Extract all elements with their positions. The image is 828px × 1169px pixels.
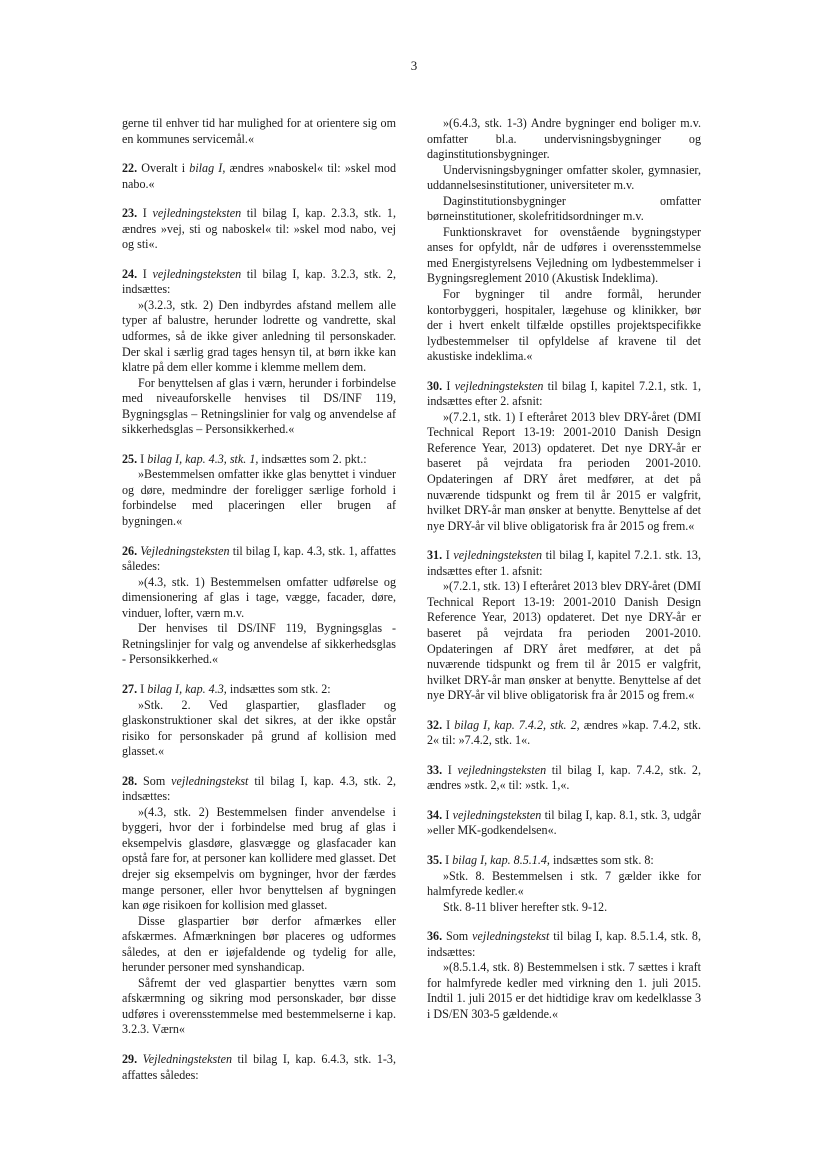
paragraph-text: Som xyxy=(442,929,473,944)
amendment-number: 25. xyxy=(122,451,138,466)
amendment-paragraph xyxy=(122,682,396,698)
paragraph-text: »(4.3, stk. 2) Bestemmelsen finder anvendelse i byggeri, hvor der i forbindelse med brug af glas i eksempelvis glasdøre, glasvægge og glasfacader kan opstå fare for, at personer kan kollidere med glasset. Det drejer sig eksempelvis om bygninger, hvor der færdes mange personer, eller hvor benyttelsen af bygningen kan øge risikoen for kollision med glasset. xyxy=(122,804,396,913)
paragraph-text: »(7.2.1, stk. 1) I efteråret 2013 blev DRY-året (DMI Technical Report 13-19: 2001-2010 Danish Design Reference Year, 2013) opdateret. Det nye DRY-år er baseret på vejrdata fra perioden 2001-2010. Opdateringen af DRY året medfører, at det på nuværende tidspunkt og frem til år 2015 er valgfrit, hvilket DRY-år man ønsker at benytte. Benyttelse af det nye DRY-år vil blive obligatorisk fra år 2015 og frem.« xyxy=(427,409,701,533)
body-paragraph xyxy=(122,698,396,760)
paragraph-text: For bygninger til andre formål, herunder kontorbyggeri, hospitaler, lægehuse og klinikker, bør der i hvert enkelt tilfælde opstilles projektspecifikke lydbestemmelser til opfyldelse af kravene til det akustiske indeklima.« xyxy=(427,287,701,364)
amendment-number: 35. xyxy=(427,852,443,867)
italic-reference: vejledningsteksten xyxy=(457,762,547,777)
amendment-paragraph xyxy=(427,853,701,869)
paragraph-text: Funktionskravet for ovenstående bygningstyper anses for opfyldt, når de udføres i overensstemmelse med Energistyrelsens Vejledning om lydbestemmelser i Bygningsreglement 2010 (Akustisk Indeklima). xyxy=(427,224,701,286)
italic-reference: vejledningsteksten xyxy=(453,548,543,563)
paragraph-text: til bilag I, kap. 7.4.2, stk. 2, ændres »stk. 2,« til: »stk. 1,«. xyxy=(427,762,701,793)
paragraph-text: I xyxy=(137,266,153,281)
paragraph-text: til bilag I, kap. 8.1, stk. 3, udgår »eller MK-godkendelsen«. xyxy=(427,807,701,838)
paragraph-text: til bilag I, kapitel 7.2.1. stk. 13, indsættes efter 1. afsnit: xyxy=(427,548,701,578)
paragraph-text: Undervisningsbygninger omfatter skoler, gymnasier, uddannelsesinstitutioner, universiteter m.v. xyxy=(427,162,701,193)
italic-reference: vejledningsteksten xyxy=(152,206,242,221)
paragraph-text: »(4.3, stk. 1) Bestemmelsen omfatter udførelse og dimensionering af glas i tage, vægge, facader, døre, vinduer, lofter, værn m.v. xyxy=(122,574,396,620)
paragraph-text: til bilag I, kap. 2.3.3, stk. 1, ændres »vej, sti og naboskel« til: »skel mod nabo, vej og sti«. xyxy=(122,206,396,252)
italic-reference: bilag I, kap. 4.3, xyxy=(147,681,227,696)
amendment-paragraph xyxy=(122,206,396,253)
paragraph-text: I xyxy=(442,378,455,393)
paragraph-text: indsættes som 2. pkt.: xyxy=(258,451,367,466)
body-paragraph xyxy=(122,805,396,914)
amendment-paragraph xyxy=(427,808,701,839)
paragraph-text: I xyxy=(442,852,453,867)
paragraph-text: gerne til enhver tid har mulighed for at orientere sig om en kommunes servicemål.« xyxy=(122,116,396,146)
italic-reference: vejledningsteksten xyxy=(452,807,542,822)
body-paragraph xyxy=(122,467,396,529)
page-number: 3 xyxy=(410,58,418,73)
paragraph-text: indsættes som stk. 2: xyxy=(226,681,331,696)
amendment-number: 34. xyxy=(427,807,443,822)
italic-reference: Vejledningsteksten xyxy=(140,543,230,558)
amendment-paragraph xyxy=(427,763,701,794)
paragraph-text: til bilag I, kap. 8.5.1.4, stk. 8, indsættes: xyxy=(427,929,701,959)
italic-reference: vejledningstekst xyxy=(472,929,550,944)
paragraph-text: til bilag I, kapitel 7.2.1, stk. 1, indsættes efter 2. afsnit: xyxy=(427,378,701,409)
paragraph-text: Der henvises til DS/INF 119, Bygningsglas - Retningslinjer for valg og anvendelse af sikkerhedsglas - Personsikkerhed.« xyxy=(122,621,396,667)
paragraph-text: ændres »naboskel« til: »skel mod nabo.« xyxy=(122,161,397,191)
amendment-number: 28. xyxy=(122,773,138,788)
amendment-number: 26. xyxy=(122,543,138,558)
amendment-number: 36. xyxy=(427,929,443,944)
paragraph-text: »Stk. 8. Bestemmelsen i stk. 7 gælder ikke for halmfyrede kedler.« xyxy=(427,868,701,899)
paragraph-text: Overalt i xyxy=(137,161,190,176)
body-paragraph xyxy=(427,225,701,287)
paragraph-text: »Bestemmelsen omfatter ikke glas benyttet i vinduer og døre, medmindre der foreligger særlige forhold i forbindelse med placeringen eller brugen af bygningen.« xyxy=(122,467,396,529)
body-paragraph xyxy=(427,869,701,900)
amendment-paragraph xyxy=(427,929,701,960)
italic-reference: vejledningsteksten xyxy=(152,266,242,281)
body-paragraph xyxy=(427,579,701,703)
paragraph-text: »(6.4.3, stk. 1-3) Andre bygninger end boliger m.v. omfatter bl.a. undervisningsbygninger og daginstitutionsbygninger. xyxy=(427,116,701,162)
paragraph-text: Såfremt der ved glaspartier benyttes værn som afskærmning og sikring mod personskader, bør disse udføres i overensstemmelse med bestemmelserne i kap. 3.2.3. Værn« xyxy=(122,975,396,1037)
amendment-number: 32. xyxy=(427,717,443,732)
amendment-number: 31. xyxy=(427,548,443,563)
paragraph-text: Som xyxy=(137,773,172,788)
body-paragraph xyxy=(427,287,701,365)
italic-reference: bilag I, kap. 8.5.1.4, xyxy=(452,852,550,867)
body-paragraph xyxy=(122,621,396,668)
amendment-paragraph xyxy=(427,718,701,749)
paragraph-text: I xyxy=(442,717,455,732)
paragraph-text: I xyxy=(442,807,453,822)
paragraph-text: til bilag I, kap. 4.3, stk. 2, indsættes: xyxy=(122,773,396,804)
paragraph-text: I xyxy=(442,548,454,563)
paragraph-text: »(7.2.1, stk. 13) I efteråret 2013 blev DRY-året (DMI Technical Report 13-19: 2001-2010 Danish Design Reference Year, 2013) opdateret. Det nye DRY-år er baseret på vejrdata fra perioden 2001-2010. Opdateringen af DRY året medfører, at det på nuværende tidspunkt og frem til år 2015 er valgfrit, hvilket DRY-år man ønsker at benytte. Benyttelse af det nye DRY-år vil blive obligatorisk fra år 2015 og frem.« xyxy=(427,579,701,703)
paragraph-text: I xyxy=(137,681,148,696)
body-paragraph xyxy=(122,976,396,1038)
italic-reference: vejledningsteksten xyxy=(454,378,544,393)
amendment-number: 23. xyxy=(122,206,138,221)
left-column xyxy=(122,116,396,1083)
body-paragraph xyxy=(122,914,396,976)
amendment-number: 27. xyxy=(122,681,138,696)
body-paragraph xyxy=(427,900,701,916)
paragraph-text: Daginstitutionsbygninger omfatter børneinstitutioner, skolefritidsordninger m.v. xyxy=(427,193,701,224)
italic-reference: Vejledningsteksten xyxy=(142,1051,232,1066)
italic-reference: bilag I, xyxy=(189,161,226,176)
body-paragraph xyxy=(122,376,396,438)
amendment-paragraph xyxy=(122,267,396,298)
paragraph-text: til bilag I, kap. 6.4.3, stk. 1-3, affattes således: xyxy=(122,1051,396,1082)
paragraph-text: indsættes som stk. 8: xyxy=(549,852,654,867)
paragraph-text: I xyxy=(137,451,148,466)
amendment-number: 33. xyxy=(427,762,443,777)
body-paragraph xyxy=(427,116,701,163)
amendment-paragraph xyxy=(122,1052,396,1083)
amendment-paragraph xyxy=(427,548,701,579)
amendment-number: 22. xyxy=(122,161,138,176)
body-paragraph xyxy=(427,163,701,194)
body-paragraph xyxy=(122,298,396,376)
amendment-paragraph xyxy=(122,774,396,805)
amendment-paragraph xyxy=(427,379,701,410)
body-paragraph xyxy=(122,116,396,147)
paragraph-text: »(3.2.3, stk. 2) Den indbyrdes afstand mellem alle typer af balustre, herunder lodrette og vandrette, skal udformes, så de ikke giver anledning til personskader. Der skal i særlig grad tages hensyn til, at børn ikke kan klatre på dem eller komme i klemme mellem dem. xyxy=(122,297,396,375)
amendment-number: 29. xyxy=(122,1051,138,1066)
right-column xyxy=(427,116,701,1022)
italic-reference: vejledningstekst xyxy=(171,773,249,788)
paragraph-text: I xyxy=(442,762,458,777)
paragraph-text: Disse glaspartier bør derfor afmærkes eller afskærmes. Afmærkningen bør placeres og udformes således, at den er iøjefaldende og tydelig for alle, herunder personer med synshandicap. xyxy=(122,913,396,975)
amendment-paragraph xyxy=(122,161,396,192)
paragraph-text: »(8.5.1.4, stk. 8) Bestemmelsen i stk. 7 sættes i kraft for halmfyrede kedler med virkning den 1. juli 2015. Indtil 1. juli 2015 er det hidtidige krav om kedelklasse 3 i DS/EN 303-5 gældende.« xyxy=(427,960,701,1021)
body-paragraph xyxy=(427,194,701,225)
paragraph-text: til bilag I, kap. 3.2.3, stk. 2, indsættes: xyxy=(122,266,396,297)
amendment-number: 24. xyxy=(122,266,138,281)
amendment-paragraph xyxy=(122,452,396,468)
body-paragraph xyxy=(122,575,396,622)
paragraph-text: »Stk. 2. Ved glaspartier, glasflader og glaskonstruktioner skal det sikres, at der ikke opstår risiko for personskader på grund af kollision med glasset.« xyxy=(122,697,396,759)
body-paragraph xyxy=(427,960,701,1022)
paragraph-text: til bilag I, kap. 4.3, stk. 1, affattes således: xyxy=(122,543,397,574)
paragraph-text: For benyttelsen af glas i værn, herunder i forbindelse med niveauforskelle henvises til DS/INF 119, Bygningsglas – Retningslinier for valg og anvendelse af sikkerhedsglas – Personsikkerhed.« xyxy=(122,375,396,437)
paragraph-text: I xyxy=(137,206,153,221)
italic-reference: bilag I, kap. 4.3, stk. 1, xyxy=(147,451,259,466)
amendment-number: 30. xyxy=(427,378,443,393)
body-paragraph xyxy=(427,410,701,534)
paragraph-text: Stk. 8-11 bliver herefter stk. 9-12. xyxy=(443,899,608,914)
amendment-paragraph xyxy=(122,544,396,575)
paragraph-text: ændres »kap. 7.4.2, stk. 2« til: »7.4.2, stk. 1«. xyxy=(427,717,701,748)
italic-reference: bilag I, kap. 7.4.2, stk. 2, xyxy=(454,717,580,732)
